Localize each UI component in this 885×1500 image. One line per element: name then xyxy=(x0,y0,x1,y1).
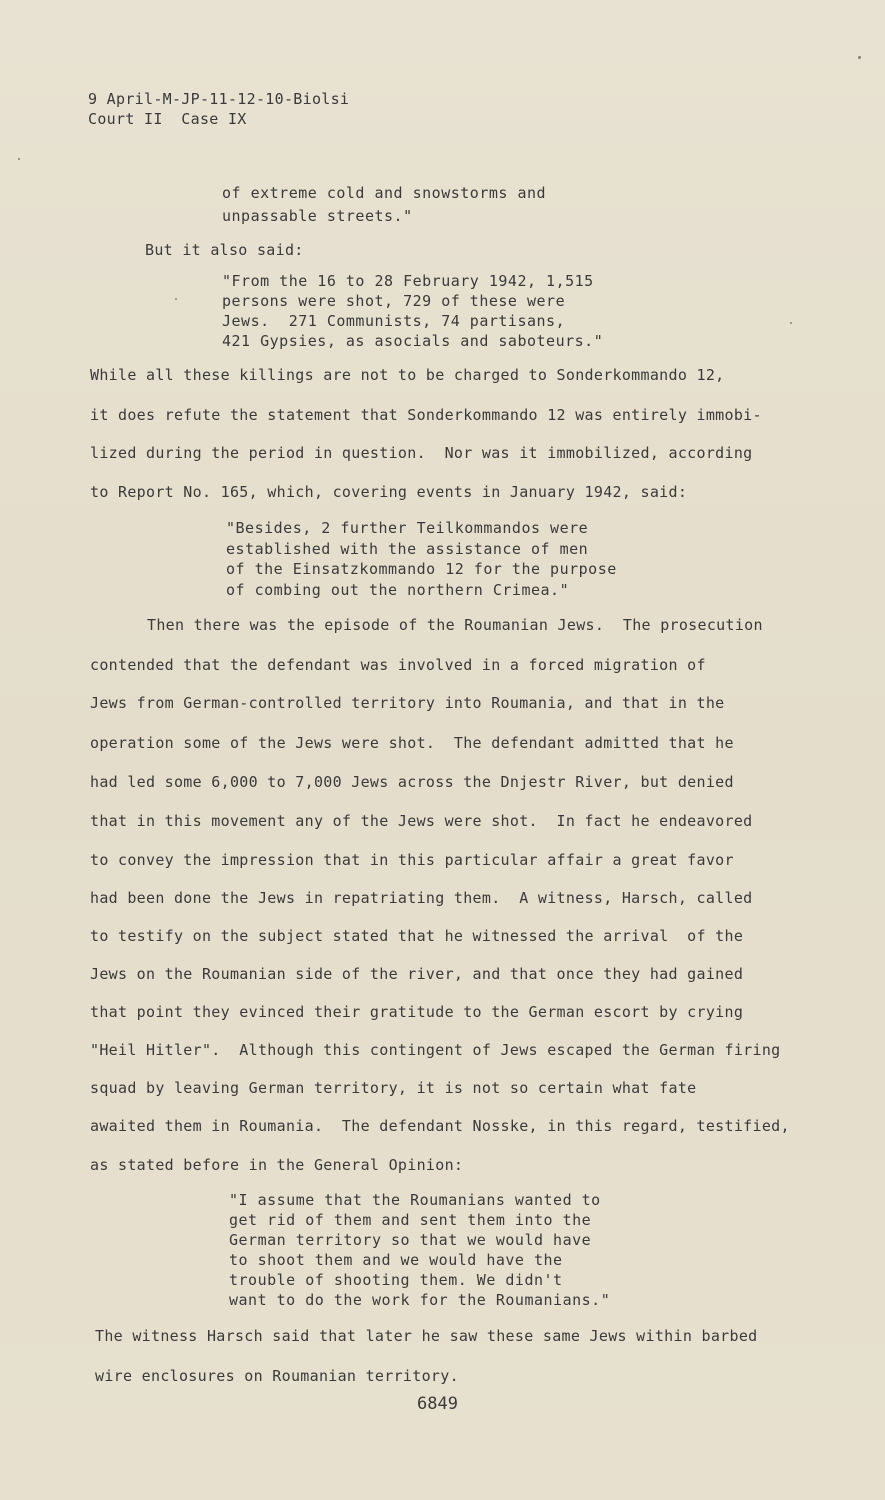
quote-line: "Besides, 2 further Teilkommandos were xyxy=(226,519,589,537)
paragraph-line: had led some 6,000 to 7,000 Jews across the Dnjestr River, but denied xyxy=(90,773,734,791)
paragraph-line: that point they evinced their gratitude to the German escort by crying xyxy=(90,1003,744,1021)
paper-speck xyxy=(18,158,20,160)
quote-line: "From the 16 to 28 February 1942, 1,515 xyxy=(222,272,594,290)
paragraph-line: Jews from German-controlled territory into Roumania, and that in the xyxy=(90,694,725,712)
page-number: 6849 xyxy=(417,1394,458,1414)
quote-line: Jews. 271 Communists, 74 partisans, xyxy=(222,312,566,330)
paragraph-line: squad by leaving German territory, it is not so certain what fate xyxy=(90,1079,697,1097)
paragraph-line: to Report No. 165, which, covering events in January 1942, said: xyxy=(90,483,688,501)
paragraph-line: lized during the period in question. Nor was it immobilized, according xyxy=(90,444,753,462)
quote-line: get rid of them and sent them into the xyxy=(229,1211,592,1229)
quote-line: of combing out the northern Crimea." xyxy=(226,581,570,599)
paper-speck xyxy=(858,56,861,59)
quote-line: of the Einsatzkommando 12 for the purpose xyxy=(226,560,617,578)
paragraph-line: to testify on the subject stated that he witnessed the arrival of the xyxy=(90,927,744,945)
paragraph-line: While all these killings are not to be charged to Sonderkommando 12, xyxy=(90,366,725,384)
paper-speck xyxy=(790,322,792,324)
quote-line: unpassable streets." xyxy=(222,207,413,225)
quote-line: German territory so that we would have xyxy=(229,1231,592,1249)
paragraph-line: But it also said: xyxy=(145,241,304,259)
quote-line: to shoot them and we would have the xyxy=(229,1251,563,1269)
paper-speck xyxy=(175,298,177,300)
header-reference: 9 April-M-JP-11-12-10-Biolsi xyxy=(88,90,350,108)
header-court-case: Court II Case IX xyxy=(88,110,247,128)
paragraph-line: awaited them in Roumania. The defendant Nosske, in this regard, testified, xyxy=(90,1117,790,1135)
paragraph-line: it does refute the statement that Sonderkommando 12 was entirely immobi- xyxy=(90,406,762,424)
paragraph-line: that in this movement any of the Jews were shot. In fact he endeavored xyxy=(90,812,753,830)
quote-line: trouble of shooting them. We didn't xyxy=(229,1271,563,1289)
quote-line: want to do the work for the Roumanians." xyxy=(229,1291,611,1309)
paragraph-line: contended that the defendant was involved in a forced migration of xyxy=(90,656,706,674)
paragraph-line: The witness Harsch said that later he saw these same Jews within barbed xyxy=(95,1327,758,1345)
quote-line: of extreme cold and snowstorms and xyxy=(222,184,547,202)
paragraph-line: Then there was the episode of the Roumanian Jews. The prosecution xyxy=(147,616,763,634)
quote-line: "I assume that the Roumanians wanted to xyxy=(229,1191,601,1209)
paragraph-line: operation some of the Jews were shot. The defendant admitted that he xyxy=(90,734,734,752)
paragraph-line: wire enclosures on Roumanian territory. xyxy=(95,1367,459,1385)
paragraph-line: had been done the Jews in repatriating them. A witness, Harsch, called xyxy=(90,889,753,907)
paragraph-line: "Heil Hitler". Although this contingent of Jews escaped the German firing xyxy=(90,1041,781,1059)
quote-line: persons were shot, 729 of these were xyxy=(222,292,566,310)
quote-line: established with the assistance of men xyxy=(226,540,589,558)
paragraph-line: to convey the impression that in this particular affair a great favor xyxy=(90,851,734,869)
paragraph-line: Jews on the Roumanian side of the river, and that once they had gained xyxy=(90,965,744,983)
quote-line: 421 Gypsies, as asocials and saboteurs." xyxy=(222,332,604,350)
paragraph-line: as stated before in the General Opinion: xyxy=(90,1156,464,1174)
